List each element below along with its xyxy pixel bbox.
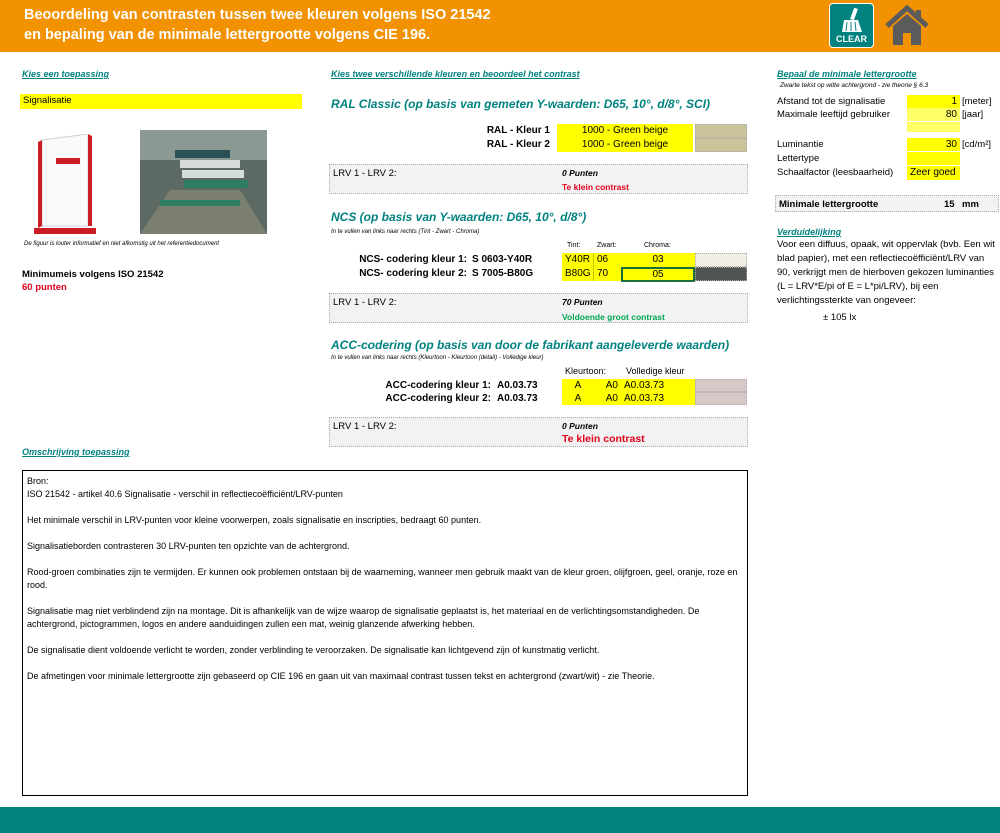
- acc-label-1: ACC-codering kleur 1:: [385, 380, 491, 391]
- acc-lrv-label: LRV 1 - LRV 2:: [333, 421, 397, 432]
- min-fontsize-value: 15: [944, 199, 955, 210]
- section-title-contrast: Kies twee verschillende kleuren en beoordeel het contrast: [331, 69, 580, 79]
- acc-code-2: A0.03.73: [497, 393, 538, 404]
- afstand-unit: [meter]: [962, 96, 992, 107]
- ral-swatch-2: [695, 138, 747, 152]
- page-title-line2: en bepaling van de minimale lettergrootte volgens CIE 196.: [24, 27, 431, 43]
- acc-toon-2[interactable]: A: [562, 392, 594, 405]
- ncs-zwart-1[interactable]: 06: [594, 253, 621, 267]
- acc-col-toon: Kleurtoon:: [565, 366, 607, 376]
- ncs-col-chroma: Chroma:: [644, 242, 671, 249]
- clear-button[interactable]: [829, 3, 874, 48]
- ncs-title: NCS (op basis van Y-waarden: D65, 10°, d/8°): [331, 210, 587, 224]
- ncs-col-zwart: Zwart:: [597, 242, 617, 249]
- ncs-chroma-2[interactable]: 05: [621, 267, 695, 282]
- leeftijd-spacer: [907, 122, 960, 132]
- acc-code-1: A0.03.73: [497, 380, 538, 391]
- luminantie-input[interactable]: 30: [907, 138, 960, 151]
- afstand-input[interactable]: 1: [907, 95, 960, 108]
- home-button[interactable]: [884, 4, 930, 48]
- acc-label-2: ACC-codering kleur 2:: [385, 393, 491, 404]
- ncs-label-1: NCS- codering kleur 1:: [359, 254, 467, 265]
- leeftijd-label: Maximale leeftijd gebruiker: [777, 109, 890, 120]
- description-line: Het minimale verschil in LRV-punten voor kleine voorwerpen, zoals signalisatie en inscripties, bedraagt 60 punten.: [27, 515, 482, 525]
- min-fontsize-unit: mm: [962, 199, 979, 210]
- application-select[interactable]: [20, 94, 302, 109]
- acc-detail-1[interactable]: A0: [594, 379, 621, 392]
- min-requirement-value: 60 punten: [22, 282, 67, 293]
- ncs-chroma-1[interactable]: 03: [621, 253, 695, 267]
- description-textbox[interactable]: [22, 470, 748, 796]
- ncs-label-2: NCS- codering kleur 2:: [359, 268, 467, 279]
- min-fontsize-box: [775, 195, 999, 212]
- ncs-swatch-2: [695, 267, 747, 281]
- ral-swatch-1: [695, 124, 747, 138]
- description-line: Bron:: [27, 476, 49, 486]
- lettertype-label: Lettertype: [777, 153, 820, 164]
- signage-photo: [140, 130, 267, 234]
- clarification-value: ± 105 lx: [823, 312, 857, 323]
- acc-verdict: Te klein contrast: [562, 433, 645, 445]
- acc-result-box: [329, 417, 748, 447]
- schaal-select[interactable]: Zeer goed: [907, 166, 960, 180]
- section-title-description: Omschrijving toepassing: [22, 447, 130, 457]
- section-title-fontsize: Bepaal de minimale lettergrootte: [777, 69, 917, 79]
- fontsize-note: Zwarte tekst op witte achtergrond - zie theorie § 6.3: [780, 82, 929, 89]
- ncs-result-box: [329, 293, 748, 323]
- ncs-lrv-label: LRV 1 - LRV 2:: [333, 297, 397, 308]
- ral-label-2: RAL - Kleur 2: [486, 139, 550, 150]
- section-title-application: Kies een toepassing: [22, 69, 110, 79]
- ral-points: 0 Punten: [562, 168, 598, 178]
- lettertype-select[interactable]: [907, 152, 960, 165]
- leeftijd-input[interactable]: 80: [907, 108, 960, 121]
- ral-result-box: [329, 164, 748, 194]
- ral-select-2[interactable]: 1000 - Green beige: [557, 138, 693, 152]
- ral-label-1: RAL - Kleur 1: [486, 125, 550, 136]
- schaal-label: Schaalfactor (leesbaarheid): [777, 167, 894, 178]
- leeftijd-unit: [jaar]: [962, 109, 984, 120]
- min-requirement-label: Minimumeis volgens ISO 21542: [22, 269, 164, 280]
- acc-full-2[interactable]: A0.03.73: [621, 392, 695, 405]
- ncs-tint-2[interactable]: B80G: [562, 267, 594, 281]
- acc-toon-1[interactable]: A: [562, 379, 594, 392]
- ral-verdict: Te klein contrast: [562, 182, 629, 192]
- clarification-title: Verduidelijking: [777, 227, 842, 237]
- acc-col-full: Volledige kleur: [626, 366, 685, 376]
- description-line: De signalisatie dient voldoende verlicht te worden, zonder verblinding te veroorzaken. De signalisatie kan lichtgevend zijn of kunstmatig verlicht.: [27, 645, 600, 655]
- ncs-tint-1[interactable]: Y40R: [562, 253, 594, 267]
- footer-bar: [0, 807, 1000, 833]
- page-title-line1: Beoordeling van contrasten tussen twee kleuren volgens ISO 21542: [24, 7, 491, 23]
- home-icon: [884, 4, 930, 48]
- clear-label: CLEAR: [836, 34, 867, 44]
- sign-stand-figure: [30, 134, 100, 238]
- ncs-zwart-2[interactable]: 70: [594, 267, 621, 281]
- ncs-col-tint: Tint:: [567, 242, 581, 249]
- ral-title: RAL Classic (op basis van gemeten Y-waarden: D65, 10°, d/8°, SCI): [331, 97, 711, 111]
- ncs-swatch-1: [695, 253, 747, 267]
- description-line: De afmetingen voor minimale lettergrootte zijn gebaseerd op CIE 196 en gaan uit van maximaal contrast tussen tekst en achtergrond (zwart/wit) - zie Theorie.: [27, 671, 655, 681]
- ral-select-1[interactable]: 1000 - Green beige: [557, 124, 693, 138]
- clarification-text: Voor een diffuus, opaak, wit oppervlak (bvb. Een wit blad papier), met een reflectiecoëfficiënt/LRV van 90, verkrijgt men de hierboven gekozen luminanties (L = LRV*E/pi of E = L*pi/LRV), bij een verlichtingssterkte van ongeveer:: [777, 239, 995, 306]
- luminantie-label: Luminantie: [777, 139, 824, 150]
- acc-title: ACC-codering (op basis van door de fabrikant aangeleverde waarden): [331, 338, 730, 352]
- broom-icon: [840, 8, 864, 34]
- ncs-verdict: Voldoende groot contrast: [562, 312, 665, 322]
- ncs-points: 70 Punten: [562, 297, 603, 307]
- acc-detail-2[interactable]: A0: [594, 392, 621, 405]
- acc-swatch-1: [695, 379, 747, 392]
- description-line: Signalisatieborden contrasteren 30 LRV-punten ten opzichte van de achtergrond.: [27, 541, 350, 551]
- min-fontsize-label: Minimale lettergrootte: [779, 199, 879, 210]
- ncs-code-1: S 0603-Y40R: [472, 254, 533, 265]
- ncs-code-2: S 7005-B80G: [472, 268, 534, 279]
- description-line: Signalisatie mag niet verblindend zijn na montage. Dit is afhankelijk van de wijze waarop de signalisatie geplaatst is, het materiaal en de verlichtingsomstandigheden. De achtergrond, pictogrammen, logos en andere aanduidingen zullen een mat, weinig glanzende afwerking hebben.: [27, 606, 700, 629]
- acc-points: 0 Punten: [562, 421, 598, 431]
- description-line: Rood-groen combinaties zijn te vermijden. Er kunnen ook problemen ontstaan bij de waarneming, wanneer men gebruik maakt van de kleur groen, olijfgroen, geel, oranje, roze en rood.: [27, 567, 738, 590]
- ncs-instruction: In te vullen van links naar rechts (Tint - Zwart - Chroma): [331, 229, 480, 235]
- acc-full-1[interactable]: A0.03.73: [621, 379, 695, 392]
- acc-swatch-2: [695, 392, 747, 405]
- description-line: ISO 21542 - artikel 40.6 Signalisatie - verschil in reflectiecoëfficiënt/LRV-punten: [27, 489, 343, 499]
- ral-lrv-label: LRV 1 - LRV 2:: [333, 168, 397, 179]
- figure-caption: De figuur is louter informatief en niet afkomstig uit het referentiedocument: [24, 241, 220, 247]
- luminantie-unit: [cd/m²]: [962, 139, 992, 150]
- acc-instruction: In te vullen van links naar rechts (Kleurtoon - Kleurtoon (detail) - Volledige kleur): [331, 355, 544, 361]
- application-value: Signalisatie: [23, 95, 72, 106]
- afstand-label: Afstand tot de signalisatie: [777, 96, 886, 107]
